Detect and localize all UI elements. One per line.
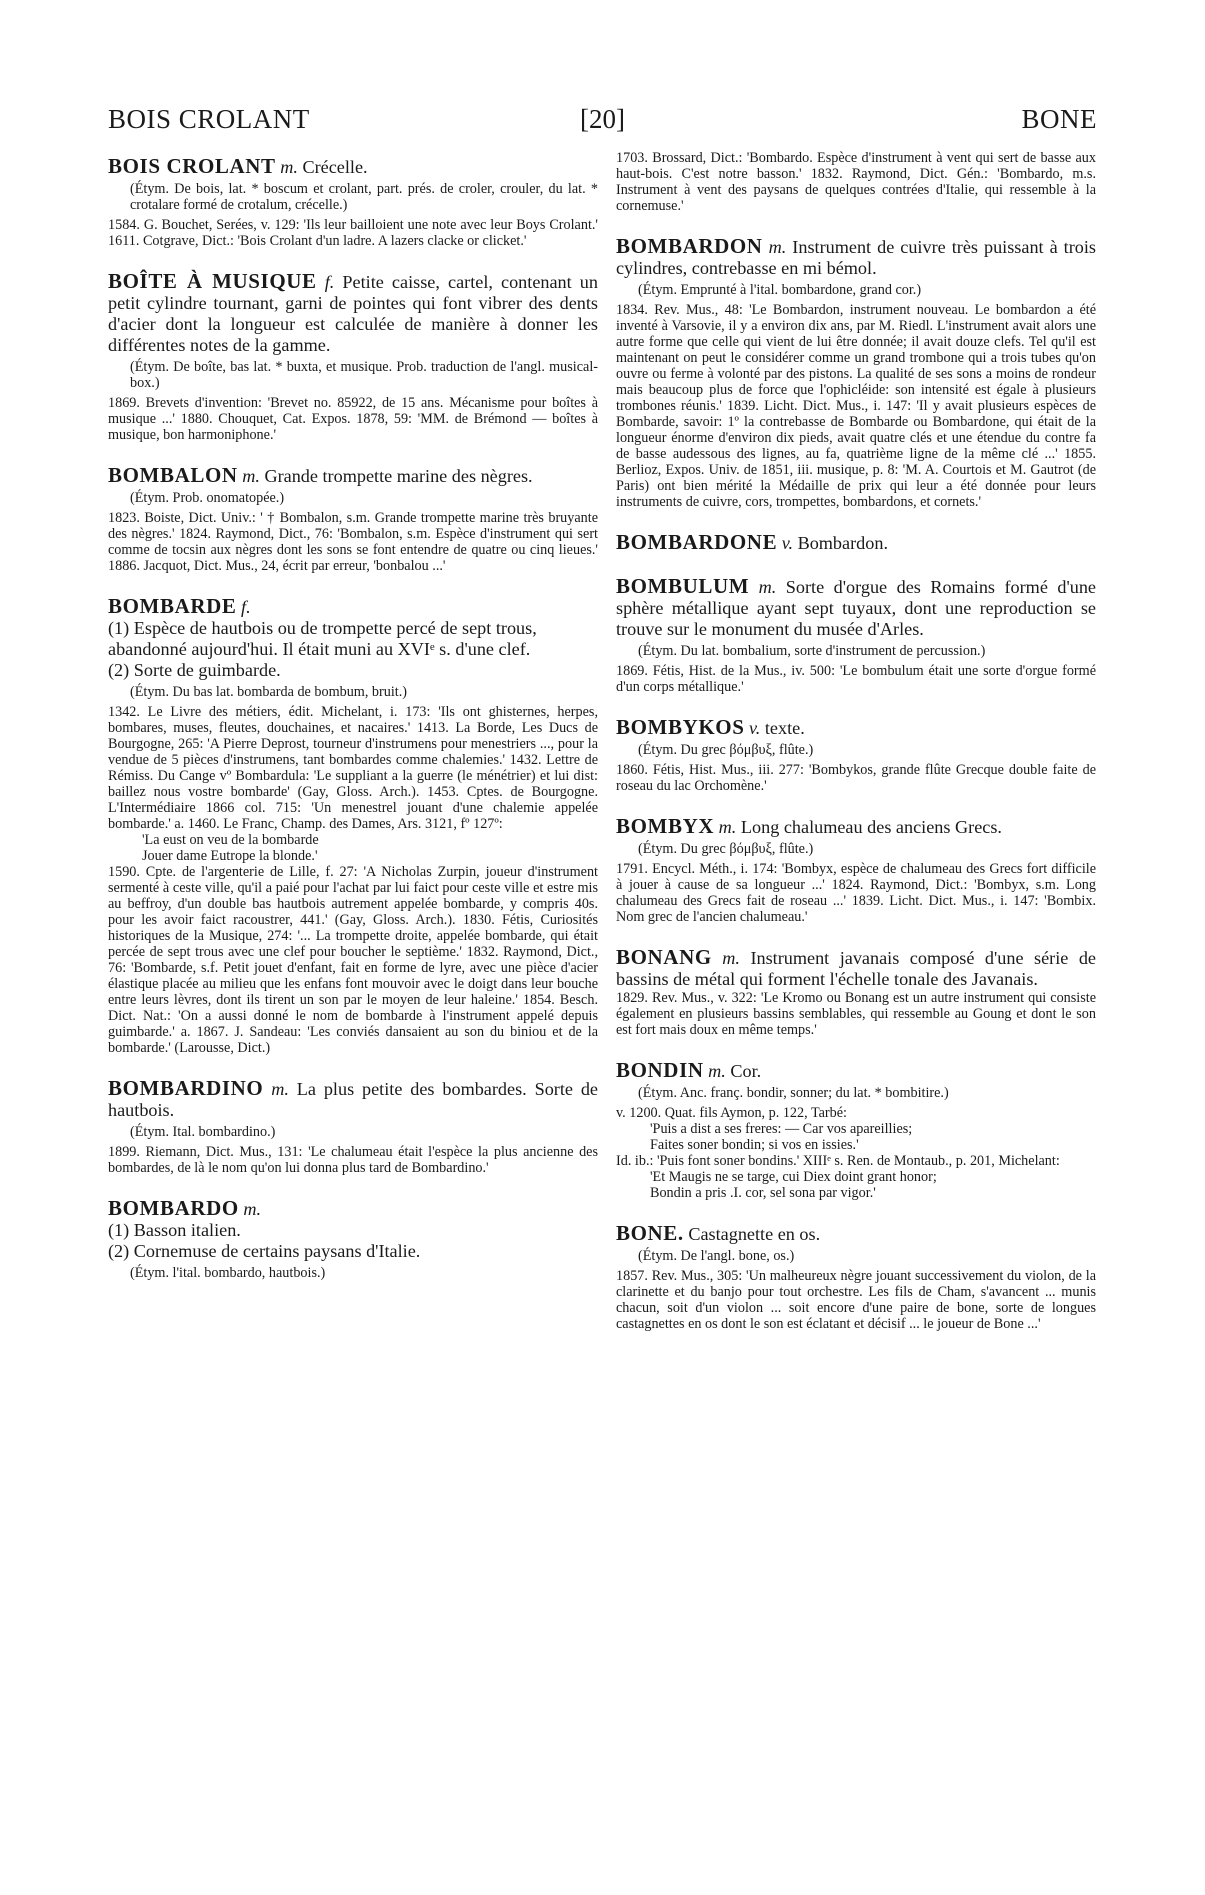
entry-bondin [616,1060,1096,1201]
part-of-speech: m. [243,1199,262,1219]
headword: BOMBARDON [616,234,763,258]
citations: 1834. Rev. Mus., 48: 'Le Bombardon, instrument nouveau. Le bombardon a été inventé à Varsovie, il y a environ dix ans, par M. Riedl. L'instrument avait alors une autre forme que celle qui vient de lui être donnée; il avait douze clefs. Tel qu'il est maintenant on peut le considérer comme un grand trombone qui a trois tubes qu'on ouvre ou ferme à volonté par des pistons. La qualité de ses sons a moins de rondeur mais beaucoup plus de force que l'ophicléide: son intensité est égale à plusieurs trombones réunis.' 1839. Licht. Dict. Mus., i. 147: 'Il y avait plusieurs espèces de Bombarde, savoir: 1º la contrebasse de Bombarde ou Bombardone, qui était de la longueur énorme d'environ dix pieds, avait quatre clés et une étendue du contre fa de basse audessous des lignes, au fa, quatrième ligne de la même clé ...' 1855. Berlioz, Expos. Univ. de 1851, iii. musique, p. 8: 'M. A. Courtois et M. Gautrot (de Paris) ont bien mérité la Médaille de prix qui leur a été donnée pour leurs instruments de cuivre, cors, trompettes, bombardons, et cornets.' [616,302,1096,510]
citations: 1703. Brossard, Dict.: 'Bombardo. Espèce d'instrument à vent qui sert de basse aux haut-bois. C'est notre basson.' 1832. Raymond, Dict. Gén.: 'Bombardo, m.s. Instrument à vent des paysans de quelques contrées d'Italie, qui ressemble à la cornemuse.' [616,150,1096,214]
etymology: (Étym. l'ital. bombardo, hautbois.) [130,1265,326,1281]
citations: 1584. G. Bouchet, Serées, v. 129: 'Ils leur bailloient une note avec leur Boys Crolant.' 1611. Cotgrave, Dict.: 'Bois Crolant d'un ladre. A lazers clacke or clicket.' [108,217,598,249]
entry-bombyx [616,816,1096,925]
headword: BOMBALON [108,463,238,487]
cross-reference: Bombardon. [797,533,888,553]
etymology: (Étym. Du grec βόμβυξ, flûte.) [638,742,814,758]
headword: BOMBARDONE [616,530,778,554]
headword: BOMBARDO [108,1196,239,1220]
entry-definition [616,1060,1096,1082]
entry-bone [616,1223,1096,1332]
left-column [108,156,598,1303]
entry-bombulum [616,576,1096,695]
entry-definition [108,271,598,356]
entry-definition [108,156,598,178]
part-of-speech: m. [242,466,260,486]
etymology: (Étym. De bois, lat. * boscum et crolant, part. prés. de croler, crouler, du lat. * crotalare formé de crotalum, crécelle.) [130,181,598,213]
etymology: (Étym. De l'angl. bone, os.) [638,1248,795,1264]
definition-text: Long chalumeau des anciens Grecs. [740,817,1002,837]
verse-line: 'Et Maugis ne se targe, cui Diex doint grant honor; [650,1169,937,1185]
sense-1: (1) Basson italien. [108,1220,241,1240]
etymology: (Étym. Du bas lat. bombarda de bombum, bruit.) [130,684,407,700]
running-head-left: BOIS CROLANT [108,104,310,134]
entry-definition [616,236,1096,279]
headword: BOMBARDE [108,594,237,618]
entry-definition [616,576,1096,640]
part-of-speech: m. [271,1079,289,1099]
verse-line: Faites soner bondin; si vos en issies.' [650,1137,859,1153]
running-head-right: BONE [1021,104,1097,134]
headword: BOÎTE À MUSIQUE [108,269,317,293]
entry-bombarde [108,596,598,1056]
definition-text: Castagnette en os. [688,1224,821,1244]
citations: 1829. Rev. Mus., v. 322: 'Le Kromo ou Bonang est un autre instrument qui consiste également en plusieurs bassins semblables, qui ressemble au Goung et dont le son est fort mais doux en même temps.' [616,990,1096,1038]
etymology: (Étym. Anc. franç. bondir, sonner; du lat. * bombitire.) [638,1085,949,1101]
entry-bombardo-continued [616,150,1096,214]
entry-bombardone [616,532,1096,554]
part-of-speech: m. [280,157,298,177]
part-of-speech: f. [324,272,335,292]
citations-continued: Id. ib.: 'Puis font soner bondins.' XIIIᵉ s. Ren. de Montaub., p. 201, Michelant: [616,1153,1060,1169]
entry-bois-crolant [108,156,598,249]
entry-headline [108,596,598,618]
definition-text: Grande trompette marine des nègres. [264,466,533,486]
entry-boite-a-musique [108,271,598,443]
verse-line: 'Puis a dist a ses freres: — Car vos apareillies; [650,1121,913,1137]
definition-text: Sorte d'orgue des Romains formé d'une sphère métallique ayant sept tuyaux, dont une reproduction se trouve sur le monument du musée d'Arles. [616,577,1096,639]
definition-text: Crécelle. [302,157,368,177]
headword: BONANG [616,945,712,969]
definition-text: Cor. [730,1061,762,1081]
headword: BOMBYX [616,814,715,838]
headword: BOMBARDINO [108,1076,264,1100]
entry-definition [108,1078,598,1121]
citations: 1869. Fétis, Hist. de la Mus., iv. 500: 'Le bombulum était une sorte d'orgue formé d'un corps métallique.' [616,663,1096,695]
entry-bombardino [108,1078,598,1176]
citations: 1791. Encycl. Méth., i. 174: 'Bombyx, espèce de chalumeau des Grecs fort difficile à jouer à cause de sa longueur ...' 1824. Raymond, Dict.: 'Bombyx, s.m. Long chalumeau des Grecs fait de roseau ...' 1839. Licht. Dict. Mus., i. 147: 'Bombix. Nom grec de l'ancien chalumeau.' [616,861,1096,925]
etymology: (Étym. Du grec βόμβυξ, flûte.) [638,841,814,857]
verse-quote [650,1121,1096,1153]
definition-text: La plus petite des bombardes. Sorte de hautbois. [108,1079,599,1120]
citations: v. 1200. Quat. fils Aymon, p. 122, Tarbé: [616,1105,847,1121]
sense-1: (1) Espèce de hautbois ou de trompette percé de sept trous, abandonné aujourd'hui. Il était muni au XVIᵉ s. d'une clef. [108,618,537,659]
cross-reference: texte. [764,718,805,738]
entry-bombardo [108,1198,598,1281]
entry-bombardon [616,236,1096,510]
citations-continued: 1590. Cpte. de l'argenterie de Lille, f. 27: 'A Nicholas Zurpin, joueur d'instrument sermenté à ceste ville, qu'il a paié pour l'achat par lui faict pour ceste ville et estre mis au beffroy, d'un double bas hautbois autrement appelée bombarde, y compris 40s. pour les avoir faict racoustrer, 441.' (Gay, Gloss. Arch.). 1830. Fétis, Curiosités historiques de la Musique, 274: '... La trompette droite, appelée bombarde, qui était percée de sept trous avec une clef pour boucher le septième.' 1832. Raymond, Dict., 76: 'Bombarde, s.f. Petit jouet d'enfant, fait en forme de lyre, avec une pièce d'acier élastique placée au milieu que les enfans font mouvoir avec le doigt dans leur bouche entre leurs lèvres, dont ils tirent un son par le moyen de leur haleine.' 1854. Besch. Dict. Nat.: 'On a aussi donné le nom de bombarde à l'instrument appelé depuis guimbarde.' a. 1867. J. Sandeau: 'Les conviés dansaient au son du biniou et de la bombarde.' (Larousse, Dict.) [108,864,598,1056]
entry-definition [616,532,1096,554]
citations: 1823. Boiste, Dict. Univ.: ' † Bombalon, s.m. Grande trompette marine très bruyante des nègres.' 1824. Raymond, Dict., 76: 'Bombalon, s.m. Espèce d'instrument qui sert comme de tocsin aux nègres dont les sons se font entendre de quatre ou cinq lieues.' 1886. Jacquot, Dict. Mus., 24, écrit par erreur, 'bonbalou ...' [108,510,598,574]
sense-2: (2) Cornemuse de certains paysans d'Italie. [108,1241,421,1261]
part-of-speech: m. [718,817,737,837]
definition-text: Petite caisse, cartel, contenant un petit cylindre tournant, garni de pointes qui font vibrer des dents d'acier dont la longueur est calculée de manière à donner les différentes notes de la gamme. [108,272,598,355]
etymology: (Étym. De boîte, bas lat. * buxta, et musique. Prob. traduction de l'angl. musical-box.) [130,359,598,391]
etymology: (Étym. Emprunté à l'ital. bombardone, grand cor.) [638,282,922,298]
part-of-speech: v. [749,718,761,738]
etymology: (Étym. Prob. onomatopée.) [130,490,285,506]
sense-2: (2) Sorte de guimbarde. [108,660,281,680]
headword: BOMBULUM [616,574,750,598]
citations: 1860. Fétis, Hist. Mus., iii. 277: 'Bombykos, grande flûte Grecque double faite de roseau du lac Orchomène.' [616,762,1096,794]
citations: 1899. Riemann, Dict. Mus., 131: 'Le chalumeau était l'espèce la plus ancienne des bombardes, de là le nom qu'on lui donna plus tard de Bombardino.' [108,1144,598,1176]
right-column [616,150,1096,1354]
entry-headline [108,1198,598,1220]
citations: 1869. Brevets d'invention: 'Brevet no. 85922, de 15 ans. Mécanisme pour boîtes à musique ...' 1880. Chouquet, Cat. Expos. 1878, 59: 'MM. de Brémond — boîtes à musique, bon harmoniphone.' [108,395,598,443]
part-of-speech: m. [758,577,777,597]
entry-definition [616,816,1096,838]
entry-bonang [616,947,1096,1038]
etymology: (Étym. Ital. bombardino.) [130,1124,276,1140]
verse-line: Jouer dame Eutrope la blonde.' [142,848,318,864]
entry-bombalon [108,465,598,574]
entry-definition [616,1223,1096,1245]
verse-line: Bondin a pris .I. cor, sel sona par vigor.' [650,1185,876,1201]
entry-bombykos [616,717,1096,794]
headword: BONDIN [616,1058,704,1082]
citations: 1342. Le Livre des métiers, édit. Michelant, i. 173: 'Ils ont ghisternes, herpes, bombares, muses, fleutes, douchaines, et nacaires.' 1413. La Borde, Les Ducs de Bourgogne, 265: 'A Pierre Deprost, tourneur d'instrumens pour menestriers ..., pour la vendue de 5 pièces d'instrumens, tant bombardes comme chalemies.' 1432. Lettre de Rémiss. Du Cange vº Bombardula: 'Le suppliant a la guerre (le ménétrier) et lui dist: baillez nous vostre bombarde' (Gay, Gloss. Arch.). 1453. Cptes. de Bourgogne. L'Intermédiaire 1866 col. 715: 'Un menestrel jouant d'une chalemie appelée bombarde.' a. 1460. Le Franc, Champ. des Dames, Ars. 3121, fº 127º: [108,704,598,832]
page-number: [20] [580,104,625,134]
entry-definition [616,947,1096,990]
headword: BOIS CROLANT [108,154,276,178]
verse-line: 'La eust on veu de la bombarde [142,832,319,848]
verse-quote [650,1169,1096,1201]
part-of-speech: m. [768,237,787,257]
headword: BONE. [616,1221,684,1245]
definition-text: Instrument javanais composé d'une série de bassins de métal qui forment l'échelle tonale des Javanais. [616,948,1097,989]
part-of-speech: v. [781,533,794,553]
part-of-speech: m. [722,948,740,968]
part-of-speech: m. [708,1061,726,1081]
entry-definition [616,717,1096,739]
part-of-speech: f. [241,597,251,617]
definition-text: Instrument de cuivre très puissant à trois cylindres, contrebasse en mi bémol. [616,237,1097,278]
headword: BOMBYKOS [616,715,745,739]
entry-definition [108,465,598,487]
etymology: (Étym. Du lat. bombalium, sorte d'instrument de percussion.) [638,643,986,659]
running-head [108,104,1097,148]
citations: 1857. Rev. Mus., 305: 'Un malheureux nègre jouant successivement du violon, de la clarinette et du banjo pour tout orchestre. Les fils de Cham, s'avancent ... munis chacun, soit d'un violon ... soit encore d'une paire de bone, sorte de longues castagnettes en os dont le son est éclatant et décisif ... le joueur de Bone ...' [616,1268,1096,1332]
verse-quote [142,832,598,864]
